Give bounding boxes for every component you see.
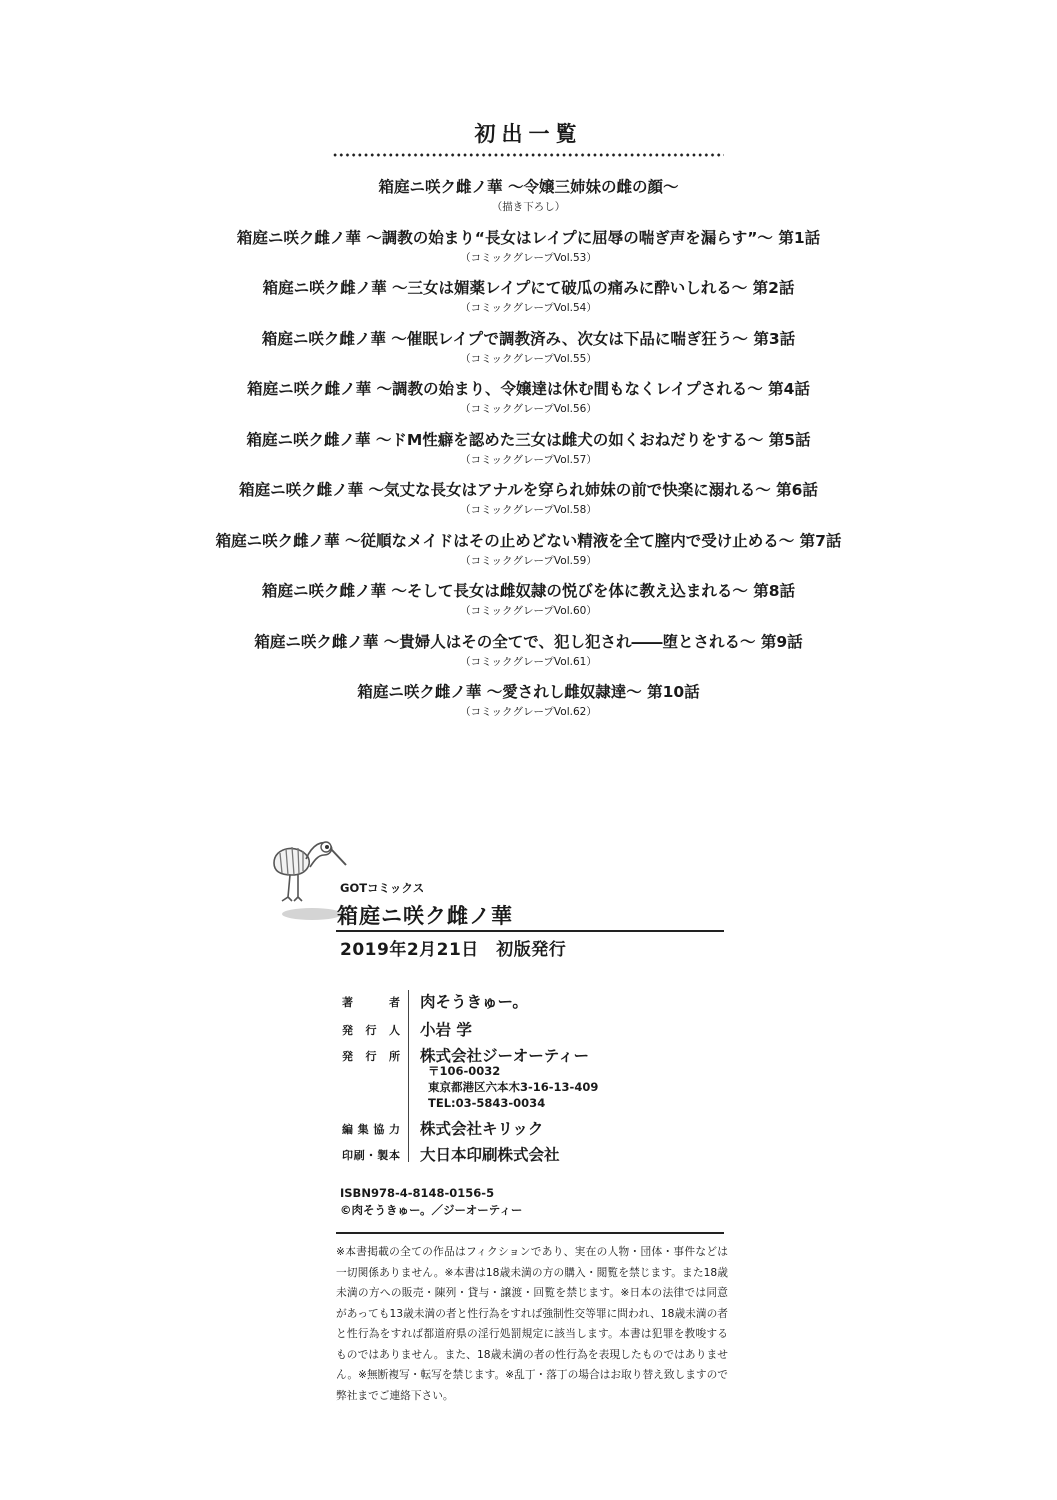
- entry-title: 箱庭ニ咲ク雌ノ華 ～愛されし雌奴隷達～ 第10話: [357, 683, 700, 701]
- list-item: [0, 631, 1057, 682]
- isbn: ISBN978-4-8148-0156-5: [340, 1186, 495, 1200]
- entry-source: （コミックグレープVol.55）: [460, 352, 597, 365]
- publisher-person: 小岩 学: [420, 1021, 472, 1039]
- list-item: [0, 580, 1057, 631]
- legal-notice: ※本書掲載の全ての作品はフィクションであり、実在の人物・団体・事件などは一切関係ありません。※本書は18歳未満の方の購入・閲覧を禁じます。また18歳未満の方への販売・陳列・貸与・譲渡・回覧を禁じます。※日本の法律では同意があっても13歳未満の者と性行為をすれば強制性交等罪に問われ、18歳未満の者と性行為をすれば都道府県の淫行処罰規定に該当します。本書は犯罪を教唆するものではありません。また、18歳未満の者の性行為を表現したものではありません。※無断複写・転写を禁じます。※乱丁・落丁の場合はお取り替え致しますので弊社までご連絡下さい。: [336, 1245, 728, 1402]
- entry-source: （コミックグレープVol.57）: [460, 453, 597, 466]
- section-heading: 初出一覧: [474, 122, 583, 146]
- author-label: 著者: [342, 996, 400, 1009]
- entry-source: （コミックグレープVol.53）: [460, 251, 597, 264]
- divider: [336, 1232, 724, 1234]
- telephone: TEL:03-5843-0034: [428, 1096, 546, 1110]
- entry-title: 箱庭ニ咲ク雌ノ華 ～調教の始まり、令嬢達は休む間もなくレイプされる～ 第4話: [247, 380, 810, 398]
- entry-source: （コミックグレープVol.54）: [460, 302, 597, 314]
- printing-company: 大日本印刷株式会社: [420, 1146, 560, 1164]
- postal-code: 〒106-0032: [428, 1064, 501, 1078]
- publisher-person-label: 発行人: [342, 1024, 400, 1037]
- author-name: 肉そうきゅー。: [420, 993, 528, 1011]
- entry-title: 箱庭ニ咲ク雌ノ華 ～令嬢三姉妹の雌の顔～: [378, 178, 679, 196]
- publisher-label: 発行所: [342, 1050, 400, 1063]
- list-item: [0, 429, 1057, 480]
- entry-title: 箱庭ニ咲ク雌ノ華 ～三女は媚薬レイプにて破瓜の痛みに酔いしれる～ 第2話: [262, 279, 795, 297]
- printing-label: 印刷・製本: [342, 1149, 400, 1162]
- editing-company: 株式会社キリック: [420, 1120, 544, 1138]
- list-item: [0, 277, 1057, 328]
- entry-source: （描き下ろし）: [491, 201, 566, 213]
- list-item: [0, 681, 1057, 732]
- entry-title: 箱庭ニ咲ク雌ノ華 ～従順なメイドはその止めどない精液を全て膣内で受け止める～ 第7話: [215, 531, 842, 550]
- divider: [408, 990, 409, 1162]
- entry-title: 箱庭ニ咲ク雌ノ華 ～調教の始まり“長女はレイプに屈辱の喘ぎ声を漏らす”～ 第1話: [236, 228, 821, 247]
- publisher-name: 株式会社ジーオーティー: [420, 1047, 589, 1065]
- isbn-block: [340, 1185, 522, 1219]
- entry-source: （コミックグレープVol.62）: [460, 706, 597, 718]
- dotted-divider: [332, 152, 724, 158]
- entry-source: （コミックグレープVol.59）: [460, 554, 597, 567]
- entry-title: 箱庭ニ咲ク雌ノ華 ～催眠レイプで調教済み、次女は下品に喘ぎ狂う～ 第3話: [261, 329, 796, 348]
- entry-source: （コミックグレープVol.60）: [460, 605, 597, 617]
- list-item: [0, 227, 1057, 278]
- book-title: 箱庭ニ咲ク雌ノ華: [337, 904, 513, 928]
- list-item: [0, 530, 1057, 581]
- list-item: [0, 479, 1057, 530]
- entry-source: （コミックグレープVol.56）: [460, 403, 597, 415]
- entry-source: （コミックグレープVol.61）: [460, 655, 597, 668]
- editing-label: 編集協力: [342, 1123, 400, 1136]
- list-item: [0, 328, 1057, 379]
- publication-date: 2019年2月21日 初版発行: [340, 940, 567, 960]
- address: 東京都港区六本木3-16-13-409: [428, 1080, 599, 1094]
- entry-title: 箱庭ニ咲ク雌ノ華 ～ドM性癖を認めた三女は雌犬の如くおねだりをする～ 第5話: [246, 430, 811, 449]
- divider: [336, 930, 724, 932]
- list-item: [0, 378, 1057, 429]
- entry-title: 箱庭ニ咲ク雌ノ華 ～貴婦人はその全てで、犯し犯され――堕とされる～ 第9話: [254, 632, 803, 651]
- series-name: GOTコミックス: [340, 881, 425, 895]
- entry-title: 箱庭ニ咲ク雌ノ華 ～そして長女は雌奴隷の悦びを体に教え込まれる～ 第8話: [261, 582, 796, 600]
- entry-title: 箱庭ニ咲ク雌ノ華 ～気丈な長女はアナルを穿られ姉妹の前で快楽に溺れる～ 第6話: [239, 481, 818, 499]
- list-item: [0, 176, 1057, 227]
- first-appearance-list: [0, 176, 1057, 732]
- entry-source: （コミックグレープVol.58）: [460, 504, 597, 516]
- copyright: ©肉そうきゅー。／ジーオーティー: [340, 1203, 523, 1217]
